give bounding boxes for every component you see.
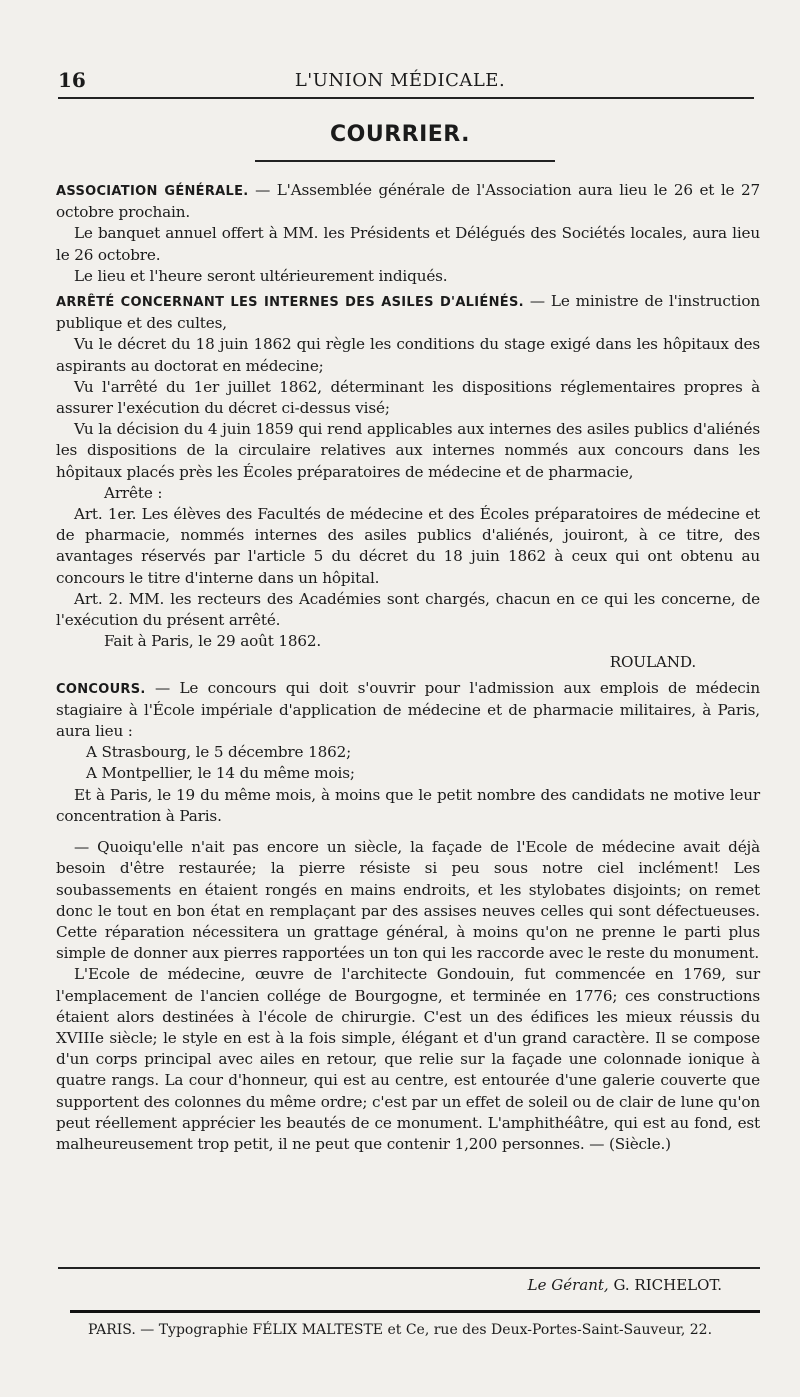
- arrete-heading: Arrête :: [104, 483, 163, 502]
- vu-decision-paragraph: Vu la décision du 4 juin 1859 qui rend applicables aux internes des asiles publics d'aliénés les dispositions de la circulaire relatives aux internes nommés aux concours dans les hôpitaux placés près les Écoles préparatoires de médecine et de pharmacie,: [56, 420, 760, 481]
- concours-label: CONCOURS.: [56, 681, 146, 697]
- article-2: Art. 2. MM. les recteurs des Académies sont chargés, chacun en ce qui les concerne, de l'exécution du présent arrêté.: [56, 589, 760, 630]
- gerant-signature: [528, 1276, 722, 1294]
- imprint-rule: [70, 1310, 760, 1313]
- facade-paragraph: — Quoiqu'elle n'ait pas encore un siècle, la façade de l'Ecole de médecine avait déjà besoin d'être restaurée; la pierre résiste si peu sous notre ciel inclément! Les soubassements en étaient rongés en mains endroits, et les stylobates disjoints; on remet donc le tout en bon état en remplaçant par des assises neuves celles qui sont défectueuses. Cette réparation nécessitera un grattage général, à moins qu'on ne prenne le parti plus simple de donner aux pierres rapportées un ton qui les raccorde avec le reste du monument.: [56, 838, 760, 963]
- gerant-name: G. RICHELOT.: [613, 1276, 722, 1294]
- vu-decret-paragraph: Vu le décret du 18 juin 1862 qui règle les conditions du stage exigé dans les hôpitaux des aspirants au doctorat en médecine;: [56, 335, 760, 375]
- page-number: 16: [58, 68, 86, 92]
- fait-a-paris: Fait à Paris, le 29 août 1862.: [104, 632, 322, 651]
- title-rule: [255, 160, 555, 162]
- footer-rule: [58, 1267, 760, 1269]
- banquet-paragraph: Le banquet annuel offert à MM. les Présidents et Délégués des Sociétés locales, aura lieu le 26 octobre.: [56, 224, 760, 264]
- concours-strasbourg: A Strasbourg, le 5 décembre 1862;: [86, 743, 352, 762]
- section-title: COURRIER.: [329, 122, 470, 147]
- arrete-intro: — Le ministre de l'instruction publique et des cultes,: [56, 292, 760, 333]
- concours-paragraph: [56, 678, 760, 743]
- printer-imprint: PARIS. — Typographie FÉLIX MALTESTE et Ce, rue des Deux-Portes-Saint-Sauveur, 22.: [87, 1322, 713, 1338]
- concours-montpellier: A Montpellier, le 14 du même mois;: [86, 764, 355, 783]
- arrete-label: ARRÊTÉ CONCERNANT LES INTERNES DES ASILES D'ALIÉNÉS.: [56, 295, 524, 311]
- association-label: ASSOCIATION GÉNÉRALE.: [56, 184, 249, 199]
- association-text: — L'Assemblée générale de l'Association aura lieu le 26 et le 27 octobre prochain.: [56, 181, 760, 222]
- gerant-role: Le Gérant,: [527, 1276, 609, 1294]
- ecole-history-paragraph: L'Ecole de médecine, œuvre de l'architecte Gondouin, fut commencée en 1769, sur l'emplacement de l'ancien collége de Bourgogne, et terminée en 1776; ces constructions étaient alors destinées à l'école de chirurgie. C'est un des édifices les mieux réussis du XVIIIe siècle; le style en est à la fois simple, élégant et d'un grand caractère. Il se compose d'un corps principal avec ailes en retour, que relie sur la façade une colonnade ionique à quatre rangs. La cour d'honneur, qui est au centre, est entourée d'une galerie couverte que supportent des colonnes du même ordre; c'est par un effet de soleil ou de clair de lune qu'on peut réellement apprécier les beautés de ce monument. L'amphithéâtre, qui est au fond, est malheureusement trop petit, il ne peut que contenir 1,200 personnes. — (Siècle.): [56, 965, 760, 1153]
- article-1: Art. 1er. Les élèves des Facultés de médecine et des Écoles préparatoires de médecine et de pharmacie, nommés internes des asiles publics d'aliénés, jouiront, à ce titre, des avantages réservés par l'article 5 du décret du 18 juin 1862 à ceux qui ont obtenu au concours le titre d'interne dans un hôpital.: [56, 505, 760, 587]
- location-paragraph: Le lieu et l'heure seront ultérieurement indiqués.: [74, 266, 448, 285]
- concours-intro: — Le concours qui doit s'ouvrir pour l'admission aux emplois de médecin stagiaire à l'École impériale d'application de médecine et de pharmacie militaires, à Paris, aura lieu :: [56, 678, 760, 741]
- concours-paris: Et à Paris, le 19 du même mois, à moins que le petit nombre des candidats ne motive leur concentration à Paris.: [56, 785, 760, 825]
- arrete-paragraph: [56, 291, 760, 334]
- header-rule: [58, 97, 754, 99]
- running-head: [58, 68, 742, 94]
- vu-arrete-paragraph: Vu l'arrêté du 1er juillet 1862, déterminant les dispositions réglementaires propres à assurer l'exécution du décret ci-dessus visé;: [56, 377, 760, 418]
- association-paragraph: [56, 180, 760, 223]
- journal-title: L'UNION MÉDICALE.: [294, 70, 506, 91]
- article-body: [56, 180, 760, 1155]
- rouland-signature: ROULAND.: [609, 653, 696, 672]
